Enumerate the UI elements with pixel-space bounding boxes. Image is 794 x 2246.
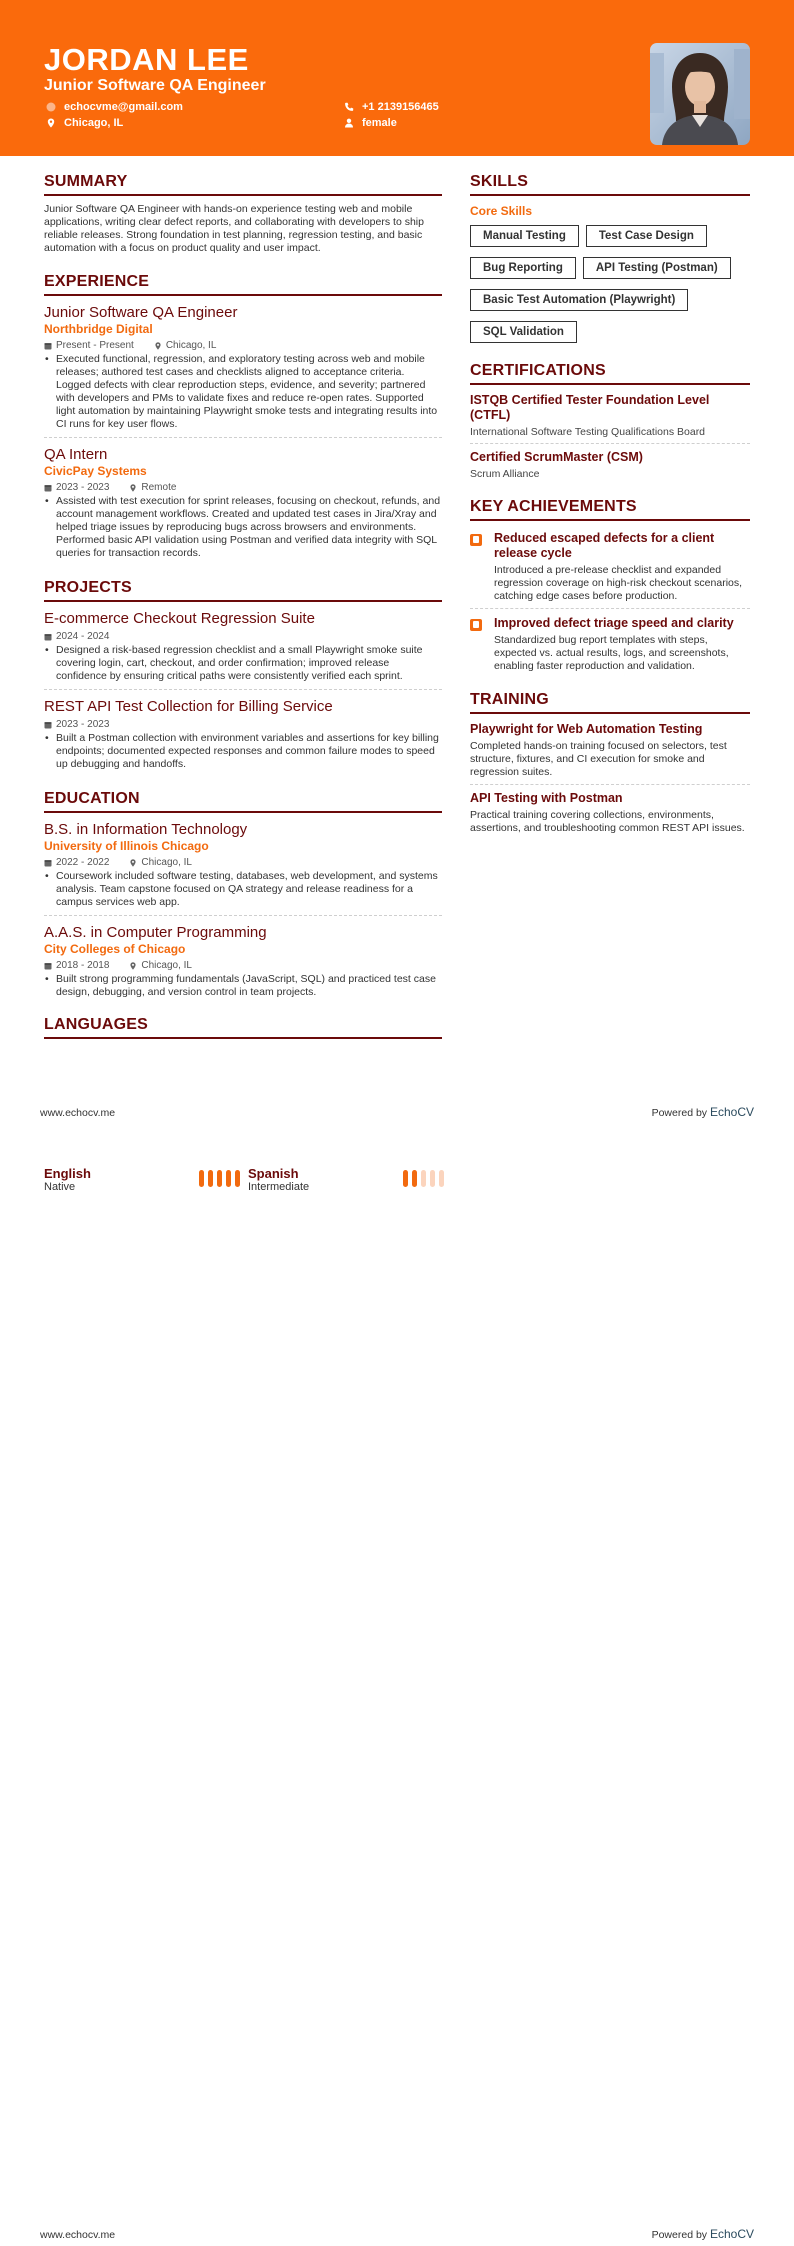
education-section [44, 789, 442, 1005]
calendar-icon [44, 859, 52, 867]
phone-text: +1 2139156465 [362, 101, 439, 113]
company-name: Northbridge Digital [44, 322, 153, 336]
footer-powered [652, 1105, 754, 1119]
location-pin-icon [129, 484, 137, 492]
calendar-icon [44, 633, 52, 641]
education-location: Chicago, IL [141, 857, 192, 868]
certification-issuer: Scrum Alliance [470, 468, 540, 480]
proficiency-bar [412, 1170, 417, 1187]
echocv-logo: EchoCV [709, 1105, 754, 1119]
candidate-title: Junior Software QA Engineer [44, 77, 266, 94]
degree: A.A.S. in Computer Programming [44, 924, 267, 941]
email-icon [46, 102, 56, 112]
education-item [44, 924, 442, 1005]
job-location: Remote [141, 482, 177, 493]
achievement-title: Improved defect triage speed and clarity [494, 616, 734, 630]
location-text: Chicago, IL [64, 117, 124, 129]
training-item [470, 791, 750, 840]
experience-item [44, 304, 442, 438]
gender-text: female [362, 117, 397, 129]
education-item [44, 821, 442, 916]
experience-section [44, 272, 442, 566]
certification-name: ISTQB Certified Tester Foundation Level (CTFL) [470, 393, 710, 422]
calendar-icon [44, 342, 52, 350]
language-name: English [44, 1166, 91, 1181]
proficiency-bar [199, 1170, 204, 1187]
person-icon [344, 118, 354, 128]
contact-location [46, 116, 123, 130]
location-pin-icon [129, 859, 137, 867]
achievement-title: Reduced escaped defects for a client release cycle [494, 531, 715, 560]
project-item [44, 610, 442, 690]
training-title: Playwright for Web Automation Testing [470, 722, 703, 736]
proficiency-bar [235, 1170, 240, 1187]
language-item [44, 1166, 240, 1194]
job-meta [44, 339, 442, 352]
bookmark-icon [470, 534, 482, 546]
calendar-icon [44, 484, 52, 492]
experience-heading: EXPERIENCE [44, 272, 442, 296]
project-dates: 2024 - 2024 [56, 631, 110, 642]
job-description: • Assisted with test execution for sprint releases, focusing on checkout, refunds, and account management workflows. Created and updated test cases in Jira/Xray and helped triage issues by reproducing bugs across browsers and environments. Performed basic API validation using Postman and verified data integrity with SQL queries for transaction records. [44, 495, 442, 560]
left-column [44, 172, 442, 1039]
echocv-logo: EchoCV [709, 2227, 754, 2241]
job-title: Junior Software QA Engineer [44, 304, 238, 321]
training-title: API Testing with Postman [470, 791, 623, 805]
job-description: • Executed functional, regression, and exploratory testing across web and mobile releases; authored test cases and checklists aligned to acceptance criteria. Logged defects with clear reproduction steps, evidence, and severity; partnered with developers and PMs to validate fixes and reduce re-open rates. Supported light automation by maintaining Playwright smoke tests and integrating results into CI runs for key user flows. [44, 353, 442, 431]
education-location: Chicago, IL [141, 960, 192, 971]
summary-heading: SUMMARY [44, 172, 442, 196]
proficiency-bar [439, 1170, 444, 1187]
training-description: Practical training covering collections, environments, assertions, and troubleshooting common REST API issues. [470, 809, 745, 834]
calendar-icon [44, 721, 52, 729]
certification-item [470, 393, 750, 444]
footer-url[interactable]: www.echocv.me [40, 1107, 116, 1119]
bookmark-icon [470, 619, 482, 631]
calendar-icon [44, 962, 52, 970]
project-dates: 2023 - 2023 [56, 719, 110, 730]
contact-email[interactable] [46, 100, 183, 114]
achievements-heading: KEY ACHIEVEMENTS [470, 497, 750, 521]
skill-tag: Bug Reporting [470, 257, 576, 279]
skill-tag: Test Case Design [586, 225, 707, 247]
achievement-description: Introduced a pre-release checklist and expanded regression coverage on high-risk checkout scenarios, catching edge cases before production. [494, 564, 743, 602]
project-item [44, 698, 442, 777]
language-proficiency-bars [199, 1170, 240, 1194]
phone-icon [344, 102, 354, 112]
summary-text: Junior Software QA Engineer with hands-on experience testing web and mobile applications, writing clear defect reports, and collaborating with developers to ship reliable releases. Strong foundation in test planning, regression testing, and basic automation with a focus on product quality and user impact. [44, 203, 424, 254]
contact-gender [344, 116, 397, 130]
project-description: • Designed a risk-based regression checklist and a small Playwright smoke suite covering login, cart, checkout, and order confirmation; improved release confidence by ensuring critical paths were consistently verified each sprint. [44, 644, 442, 683]
training-item [470, 722, 750, 785]
language-level: Intermediate [248, 1181, 310, 1193]
job-title: QA Intern [44, 446, 108, 463]
skills-section [470, 172, 750, 343]
skill-tag: SQL Validation [470, 321, 577, 343]
job-dates: Present - Present [56, 340, 134, 351]
job-dates: 2023 - 2023 [56, 482, 110, 493]
page-footer [40, 2227, 754, 2241]
achievement-item [470, 616, 750, 678]
projects-heading: PROJECTS [44, 578, 442, 602]
project-name: E-commerce Checkout Regression Suite [44, 610, 315, 627]
footer-powered [652, 2227, 754, 2241]
proficiency-bar [208, 1170, 213, 1187]
certification-name: Certified ScrumMaster (CSM) [470, 450, 643, 464]
candidate-name: JORDAN LEE [44, 42, 249, 77]
skill-tag: Basic Test Automation (Playwright) [470, 289, 688, 311]
training-description: Completed hands-on training focused on selectors, test structure, fixtures, and CI execution for smoke and regression suites. [470, 740, 727, 778]
languages-heading: LANGUAGES [44, 1015, 442, 1039]
summary-section [44, 172, 442, 255]
project-name: REST API Test Collection for Billing Service [44, 698, 333, 715]
proficiency-bar [403, 1170, 408, 1187]
training-heading: TRAINING [470, 690, 750, 714]
resume-header [0, 0, 794, 156]
certifications-section [470, 361, 750, 485]
education-dates: 2022 - 2022 [56, 857, 110, 868]
location-pin-icon [154, 342, 162, 350]
certification-issuer: International Software Testing Qualifications Board [470, 426, 706, 438]
achievement-item [470, 531, 750, 609]
language-proficiency-bars [403, 1170, 444, 1194]
location-pin-icon [46, 118, 56, 128]
skill-tag: Manual Testing [470, 225, 579, 247]
skill-tag: API Testing (Postman) [583, 257, 731, 279]
school-name: University of Illinois Chicago [44, 839, 209, 853]
proficiency-bar [217, 1170, 222, 1187]
proficiency-bar [226, 1170, 231, 1187]
email-text: echocvme@gmail.com [64, 101, 183, 113]
footer-url[interactable]: www.echocv.me [40, 2229, 116, 2241]
skills-subheading: Core Skills [470, 204, 533, 218]
profile-photo [650, 43, 750, 145]
project-description: • Built a Postman collection with environment variables and assertions for key billing endpoints; documented expected responses and common failure modes to speed up debugging and handoffs. [44, 732, 442, 771]
education-description: • Built strong programming fundamentals (JavaScript, SQL) and practiced test case design, debugging, and version control in team projects. [44, 973, 442, 999]
job-meta [44, 481, 442, 494]
language-name: Spanish [248, 1166, 299, 1181]
powered-by-text: Powered by [651, 1107, 708, 1119]
skill-tags [470, 225, 750, 343]
achievement-description: Standardized bug report templates with steps, expected vs. actual results, logs, and screenshots, enabling faster reproduction and validation. [494, 634, 729, 672]
contact-phone[interactable] [344, 100, 439, 114]
projects-section [44, 578, 442, 777]
language-level: Native [44, 1181, 76, 1193]
experience-item [44, 446, 442, 566]
degree: B.S. in Information Technology [44, 821, 248, 838]
page-footer [40, 1105, 754, 1119]
certifications-heading: CERTIFICATIONS [470, 361, 750, 385]
education-dates: 2018 - 2018 [56, 960, 110, 971]
training-section [470, 690, 750, 840]
location-pin-icon [129, 962, 137, 970]
skills-heading: SKILLS [470, 172, 750, 196]
proficiency-bar [421, 1170, 426, 1187]
education-heading: EDUCATION [44, 789, 442, 813]
job-location: Chicago, IL [165, 340, 217, 351]
certification-item [470, 450, 750, 485]
proficiency-bar [430, 1170, 435, 1187]
education-description: • Coursework included software testing, databases, web development, and systems analysis. Team capstone focused on QA strategy and release readiness for a campus services web app. [44, 870, 442, 909]
right-column [470, 172, 750, 846]
language-item [248, 1166, 444, 1194]
achievements-section [470, 497, 750, 678]
company-name: CivicPay Systems [44, 464, 147, 478]
school-name: City Colleges of Chicago [44, 942, 186, 956]
powered-by-text: Powered by [651, 2229, 708, 2241]
languages-section [44, 1015, 442, 1039]
